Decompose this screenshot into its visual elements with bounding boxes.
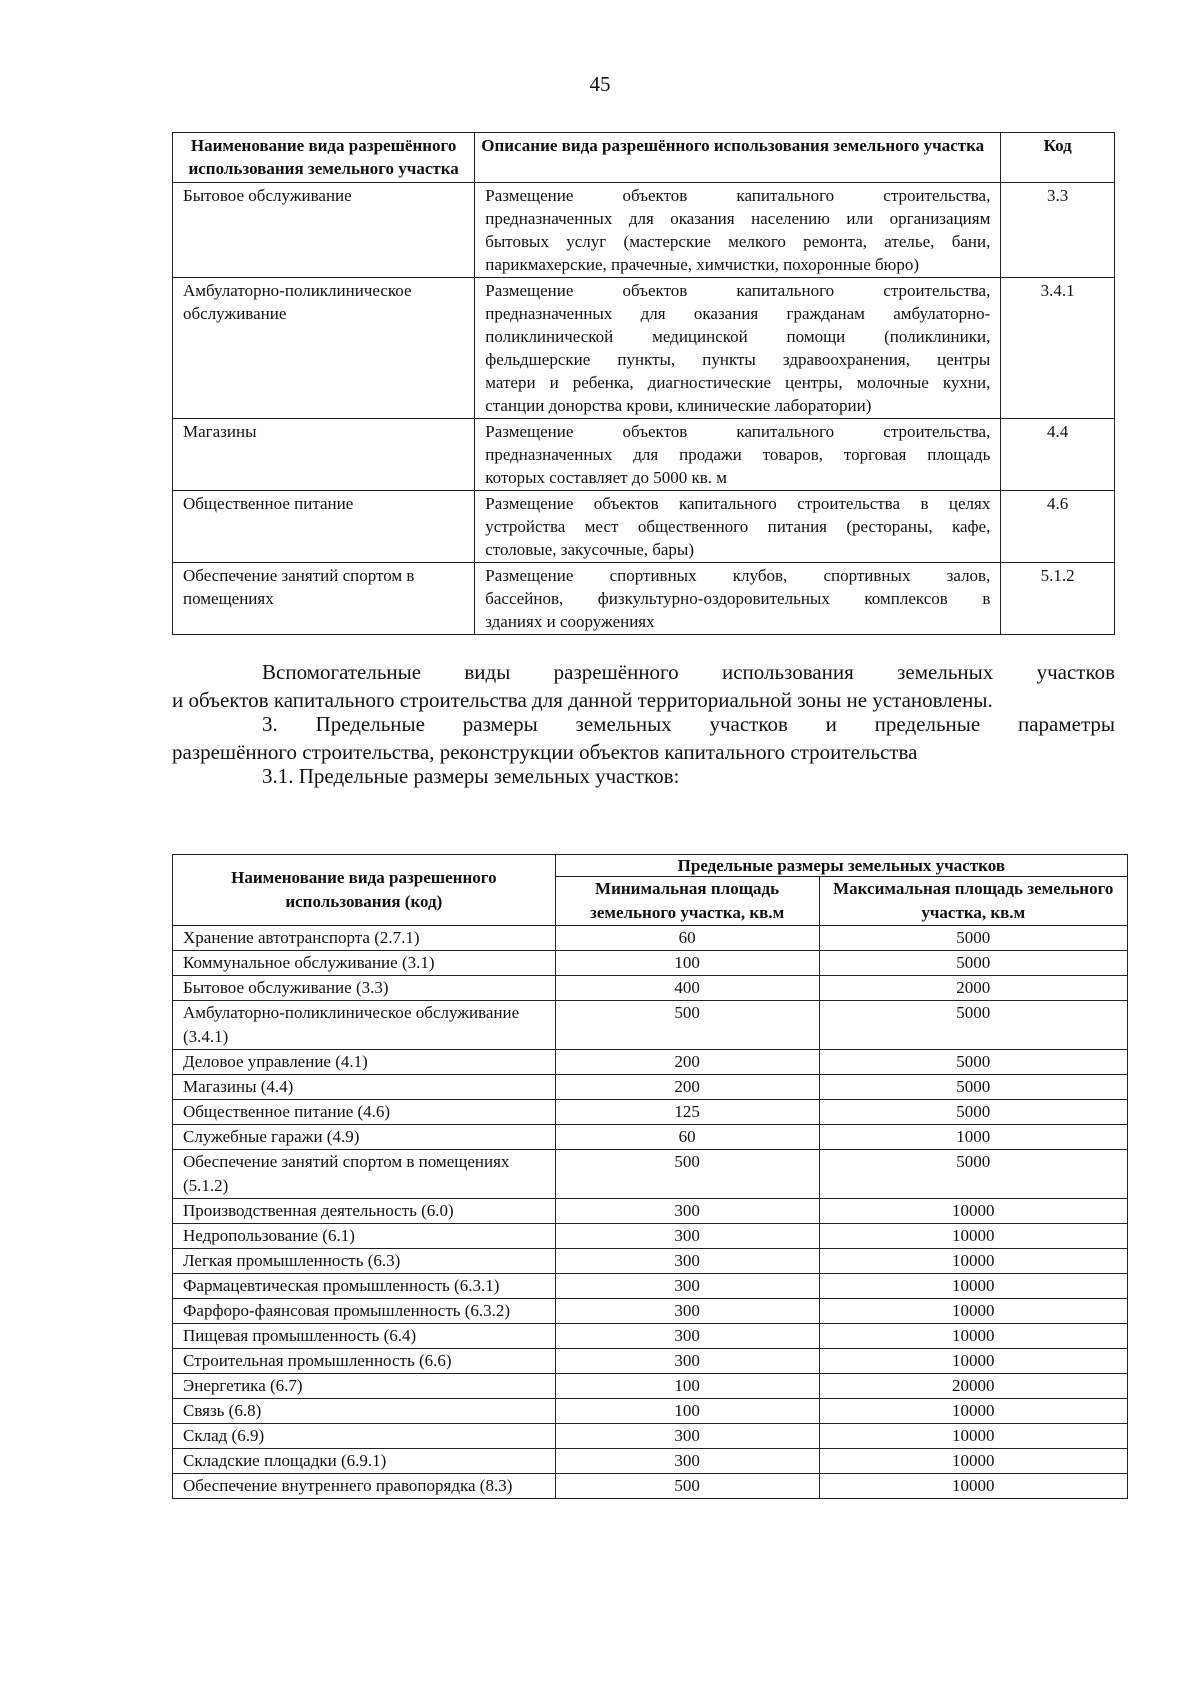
max-area-cell: 10000 bbox=[819, 1299, 1127, 1324]
use-name-cell: Склад (6.9) bbox=[173, 1424, 556, 1449]
table-row bbox=[173, 1125, 1128, 1150]
use-description-cell bbox=[475, 183, 1001, 278]
table-row bbox=[173, 1224, 1128, 1249]
use-name-cell: Фарфоро-фаянсовая промышленность (6.3.2) bbox=[173, 1299, 556, 1324]
table-row bbox=[173, 926, 1128, 951]
section-3-1-heading bbox=[172, 762, 1115, 790]
max-area-cell: 5000 bbox=[819, 1100, 1127, 1125]
plot-size-body bbox=[173, 926, 1128, 1499]
max-area-cell: 20000 bbox=[819, 1374, 1127, 1399]
description-line: устройства мест общественного питания (рестораны, кафе, bbox=[485, 517, 991, 536]
description-line: матери и ребенка, диагностические центры, молочные кухни, bbox=[485, 373, 991, 392]
table-row bbox=[173, 1050, 1128, 1075]
max-area-cell: 5000 bbox=[819, 1001, 1127, 1050]
max-area-cell: 1000 bbox=[819, 1125, 1127, 1150]
max-area-cell: 10000 bbox=[819, 1199, 1127, 1224]
use-code-cell: 3.4.1 bbox=[1001, 278, 1115, 419]
table-row bbox=[173, 1075, 1128, 1100]
min-area-cell: 300 bbox=[555, 1349, 819, 1374]
table-row bbox=[173, 1474, 1128, 1499]
use-name-cell: Общественное питание bbox=[173, 491, 475, 563]
use-name-cell: Связь (6.8) bbox=[173, 1399, 556, 1424]
min-area-cell: 300 bbox=[555, 1299, 819, 1324]
table-row bbox=[173, 976, 1128, 1001]
header-use-name: Наименование вида разрешенного использования (код) bbox=[173, 855, 556, 926]
max-area-cell: 5000 bbox=[819, 1150, 1127, 1199]
description-line: предназначенных для оказания гражданам амбулаторно- bbox=[485, 304, 991, 323]
min-area-cell: 300 bbox=[555, 1224, 819, 1249]
min-area-cell: 100 bbox=[555, 1399, 819, 1424]
use-name-cell: Строительная промышленность (6.6) bbox=[173, 1349, 556, 1374]
min-area-cell: 500 bbox=[555, 1150, 819, 1199]
table-row bbox=[173, 1100, 1128, 1125]
use-name-cell: Обеспечение занятий спортом в помещениях bbox=[173, 563, 475, 635]
description-line: Размещение объектов капитального строительства, bbox=[485, 281, 991, 300]
description-line: бытовых услуг (мастерские мелкого ремонта, ателье, бани, bbox=[485, 232, 991, 251]
use-name-cell: Служебные гаражи (4.9) bbox=[173, 1125, 556, 1150]
paragraph-line: 3. Предельные размеры земельных участков и предельные параметры bbox=[262, 712, 1115, 736]
paragraph-line: и объектов капитального строительства для данной территориальной зоны не установлены. bbox=[172, 688, 993, 712]
table-row bbox=[173, 1249, 1128, 1274]
use-name-cell: Фармацевтическая промышленность (6.3.1) bbox=[173, 1274, 556, 1299]
description-line: парикмахерские, прачечные, химчистки, похоронные бюро) bbox=[485, 255, 920, 274]
max-area-cell: 10000 bbox=[819, 1324, 1127, 1349]
paragraph-line: 3.1. Предельные размеры земельных участков: bbox=[262, 764, 680, 788]
use-name-cell: Легкая промышленность (6.3) bbox=[173, 1249, 556, 1274]
permitted-use-body bbox=[173, 183, 1115, 635]
min-area-cell: 125 bbox=[555, 1100, 819, 1125]
min-area-cell: 500 bbox=[555, 1474, 819, 1499]
table-row bbox=[173, 278, 1115, 419]
table-row bbox=[173, 1274, 1128, 1299]
max-area-cell: 10000 bbox=[819, 1349, 1127, 1374]
use-code-cell: 5.1.2 bbox=[1001, 563, 1115, 635]
use-name-cell: Энергетика (6.7) bbox=[173, 1374, 556, 1399]
use-name-cell: Общественное питание (4.6) bbox=[173, 1100, 556, 1125]
description-line: предназначенных для продажи товаров, торговая площадь bbox=[485, 445, 991, 464]
auxiliary-uses-paragraph bbox=[172, 658, 1115, 714]
header-description: Описание вида разрешённого использования земельного участка bbox=[475, 133, 1001, 183]
table-row bbox=[173, 1349, 1128, 1374]
header-max-area: Максимальная площадь земельного участка, кв.м bbox=[819, 877, 1127, 926]
max-area-cell: 2000 bbox=[819, 976, 1127, 1001]
paragraph-line: разрешённого строительства, реконструкции объектов капитального строительства bbox=[172, 740, 918, 764]
description-line: поликлинической медицинской помощи (поликлиники, bbox=[485, 327, 991, 346]
min-area-cell: 300 bbox=[555, 1274, 819, 1299]
use-name-cell: Бытовое обслуживание (3.3) bbox=[173, 976, 556, 1001]
paragraph-line: Вспомогательные виды разрешённого использования земельных участков bbox=[262, 660, 1115, 684]
use-name-cell: Недропользование (6.1) bbox=[173, 1224, 556, 1249]
description-line: Размещение объектов капитального строительства, bbox=[485, 422, 991, 441]
use-name-cell: Обеспечение внутреннего правопорядка (8.3) bbox=[173, 1474, 556, 1499]
header-size-group: Предельные размеры земельных участков bbox=[555, 855, 1127, 877]
table-row bbox=[173, 1150, 1128, 1199]
description-line: бассейнов, физкультурно-оздоровительных комплексов в bbox=[485, 589, 991, 608]
use-name-cell: Амбулаторно-поликлиническое обслуживание bbox=[173, 278, 475, 419]
table-header-row bbox=[173, 855, 1128, 877]
max-area-cell: 10000 bbox=[819, 1399, 1127, 1424]
use-description-cell bbox=[475, 491, 1001, 563]
description-line: Размещение объектов капитального строительства, bbox=[485, 186, 991, 205]
use-code-cell: 4.4 bbox=[1001, 419, 1115, 491]
description-line: столовые, закусочные, бары) bbox=[485, 540, 695, 559]
max-area-cell: 10000 bbox=[819, 1274, 1127, 1299]
min-area-cell: 400 bbox=[555, 976, 819, 1001]
min-area-cell: 60 bbox=[555, 926, 819, 951]
use-name-cell: Магазины bbox=[173, 419, 475, 491]
description-line: станции донорства крови, клинические лаборатории) bbox=[485, 396, 872, 415]
use-name-cell: Коммунальное обслуживание (3.1) bbox=[173, 951, 556, 976]
table-row bbox=[173, 1299, 1128, 1324]
table-row bbox=[173, 951, 1128, 976]
table-row bbox=[173, 1374, 1128, 1399]
use-name-cell: Деловое управление (4.1) bbox=[173, 1050, 556, 1075]
min-area-cell: 200 bbox=[555, 1050, 819, 1075]
use-name-cell: Магазины (4.4) bbox=[173, 1075, 556, 1100]
description-line: предназначенных для оказания населению или организациям bbox=[485, 209, 991, 228]
max-area-cell: 10000 bbox=[819, 1424, 1127, 1449]
use-code-cell: 4.6 bbox=[1001, 491, 1115, 563]
use-name-cell: Бытовое обслуживание bbox=[173, 183, 475, 278]
table-header-row bbox=[173, 133, 1115, 183]
use-code-cell: 3.3 bbox=[1001, 183, 1115, 278]
use-name-cell: Амбулаторно-поликлиническое обслуживание (3.4.1) bbox=[173, 1001, 556, 1050]
min-area-cell: 300 bbox=[555, 1424, 819, 1449]
min-area-cell: 100 bbox=[555, 1374, 819, 1399]
description-line: Размещение спортивных клубов, спортивных залов, bbox=[485, 566, 991, 585]
description-line: Размещение объектов капитального строительства в целях bbox=[485, 494, 991, 513]
max-area-cell: 5000 bbox=[819, 951, 1127, 976]
max-area-cell: 10000 bbox=[819, 1249, 1127, 1274]
table-row bbox=[173, 563, 1115, 635]
plot-size-table bbox=[172, 854, 1128, 1499]
min-area-cell: 500 bbox=[555, 1001, 819, 1050]
min-area-cell: 60 bbox=[555, 1125, 819, 1150]
max-area-cell: 10000 bbox=[819, 1449, 1127, 1474]
max-area-cell: 5000 bbox=[819, 926, 1127, 951]
header-name: Наименование вида разрешённого использования земельного участка bbox=[173, 133, 475, 183]
page-number: 45 bbox=[589, 72, 611, 96]
table-row bbox=[173, 1449, 1128, 1474]
table-row bbox=[173, 1199, 1128, 1224]
description-line: зданиях и сооружениях bbox=[485, 612, 655, 631]
table-row bbox=[173, 183, 1115, 278]
min-area-cell: 300 bbox=[555, 1249, 819, 1274]
use-name-cell: Обеспечение занятий спортом в помещениях (5.1.2) bbox=[173, 1150, 556, 1199]
min-area-cell: 300 bbox=[555, 1449, 819, 1474]
max-area-cell: 5000 bbox=[819, 1050, 1127, 1075]
use-description-cell bbox=[475, 563, 1001, 635]
max-area-cell: 10000 bbox=[819, 1224, 1127, 1249]
table-row bbox=[173, 419, 1115, 491]
permitted-use-table bbox=[172, 132, 1115, 635]
min-area-cell: 300 bbox=[555, 1199, 819, 1224]
use-name-cell: Производственная деятельность (6.0) bbox=[173, 1199, 556, 1224]
description-line: которых составляет до 5000 кв. м bbox=[485, 468, 728, 487]
table-row bbox=[173, 491, 1115, 563]
use-description-cell bbox=[475, 278, 1001, 419]
use-name-cell: Пищевая промышленность (6.4) bbox=[173, 1324, 556, 1349]
use-name-cell: Хранение автотранспорта (2.7.1) bbox=[173, 926, 556, 951]
use-name-cell: Складские площадки (6.9.1) bbox=[173, 1449, 556, 1474]
max-area-cell: 5000 bbox=[819, 1075, 1127, 1100]
min-area-cell: 200 bbox=[555, 1075, 819, 1100]
min-area-cell: 100 bbox=[555, 951, 819, 976]
max-area-cell: 10000 bbox=[819, 1474, 1127, 1499]
description-line: фельдшерские пункты, пункты здравоохранения, центры bbox=[485, 350, 991, 369]
min-area-cell: 300 bbox=[555, 1324, 819, 1349]
header-min-area: Минимальная площадь земельного участка, кв.м bbox=[555, 877, 819, 926]
table-row bbox=[173, 1001, 1128, 1050]
section-3-heading bbox=[172, 710, 1115, 766]
table-row bbox=[173, 1324, 1128, 1349]
use-description-cell bbox=[475, 419, 1001, 491]
table-row bbox=[173, 1424, 1128, 1449]
header-code: Код bbox=[1001, 133, 1115, 183]
table-row bbox=[173, 1399, 1128, 1424]
